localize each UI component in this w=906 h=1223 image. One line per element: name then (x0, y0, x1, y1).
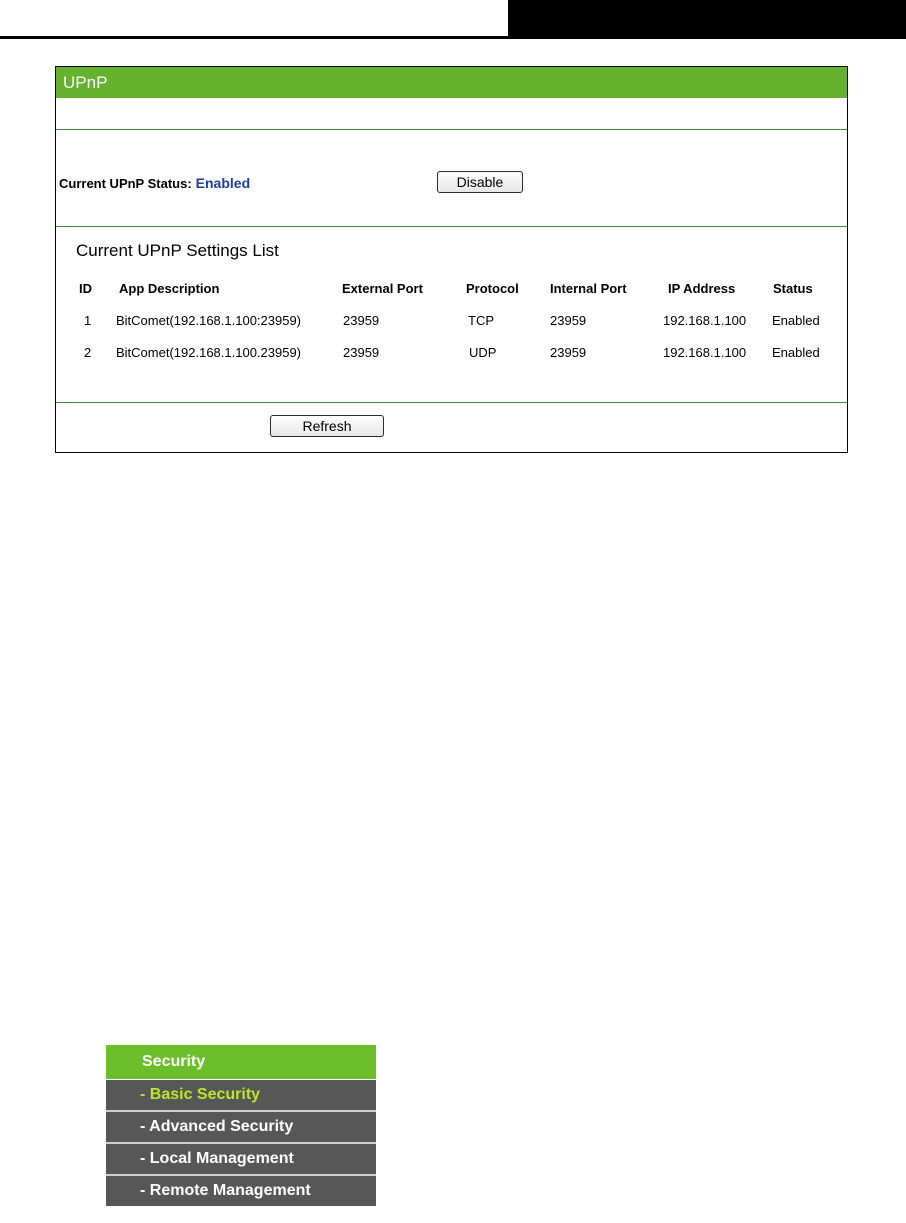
cell-protocol: TCP (468, 313, 494, 328)
header-rule (0, 36, 510, 39)
cell-app-description: BitComet(192.168.1.100.23959) (116, 345, 302, 360)
cell-protocol: UDP (469, 345, 497, 360)
status-value: Enabled (195, 175, 251, 191)
cell-status: Enabled (772, 313, 820, 328)
settings-list-title: Current UPnP Settings List (76, 241, 279, 260)
cell-id: 2 (84, 345, 92, 360)
col-header-ip-address: IP Address (668, 281, 736, 296)
col-header-internal-port: Internal Port (550, 281, 627, 296)
cell-ip-address: 192.168.1.100 (663, 345, 747, 360)
col-header-status: Status (773, 281, 813, 296)
col-header-id: ID (79, 281, 92, 296)
menu-item-local-management[interactable]: - Local Management (106, 1144, 376, 1176)
header-black-block (508, 0, 906, 39)
upnp-panel (55, 66, 848, 453)
status-label: Current UPnP Status: (59, 176, 192, 191)
divider (56, 129, 847, 130)
disable-button[interactable]: Disable (437, 171, 523, 193)
menu-item-advanced-security[interactable]: - Advanced Security (106, 1112, 376, 1144)
menu-item-remote-management[interactable]: - Remote Management (106, 1176, 376, 1206)
cell-ip-address: 192.168.1.100 (663, 313, 747, 328)
refresh-button[interactable]: Refresh (270, 415, 384, 437)
col-header-protocol: Protocol (466, 281, 519, 296)
col-header-app-description: App Description (119, 281, 220, 296)
cell-id: 1 (84, 313, 92, 328)
cell-internal-port: 23959 (550, 313, 587, 328)
security-menu (106, 1045, 376, 1206)
upnp-status-row (59, 175, 250, 191)
cell-status: Enabled (772, 345, 820, 360)
cell-internal-port: 23959 (550, 345, 587, 360)
menu-item-basic-security[interactable]: - Basic Security (106, 1080, 376, 1112)
col-header-external-port: External Port (342, 281, 423, 296)
menu-header-security[interactable]: Security (106, 1045, 376, 1080)
divider (56, 402, 847, 403)
cell-external-port: 23959 (343, 345, 380, 360)
panel-title: UPnP (56, 67, 847, 98)
cell-external-port: 23959 (343, 313, 380, 328)
cell-app-description: BitComet(192.168.1.100:23959) (116, 313, 302, 328)
divider (56, 226, 847, 227)
